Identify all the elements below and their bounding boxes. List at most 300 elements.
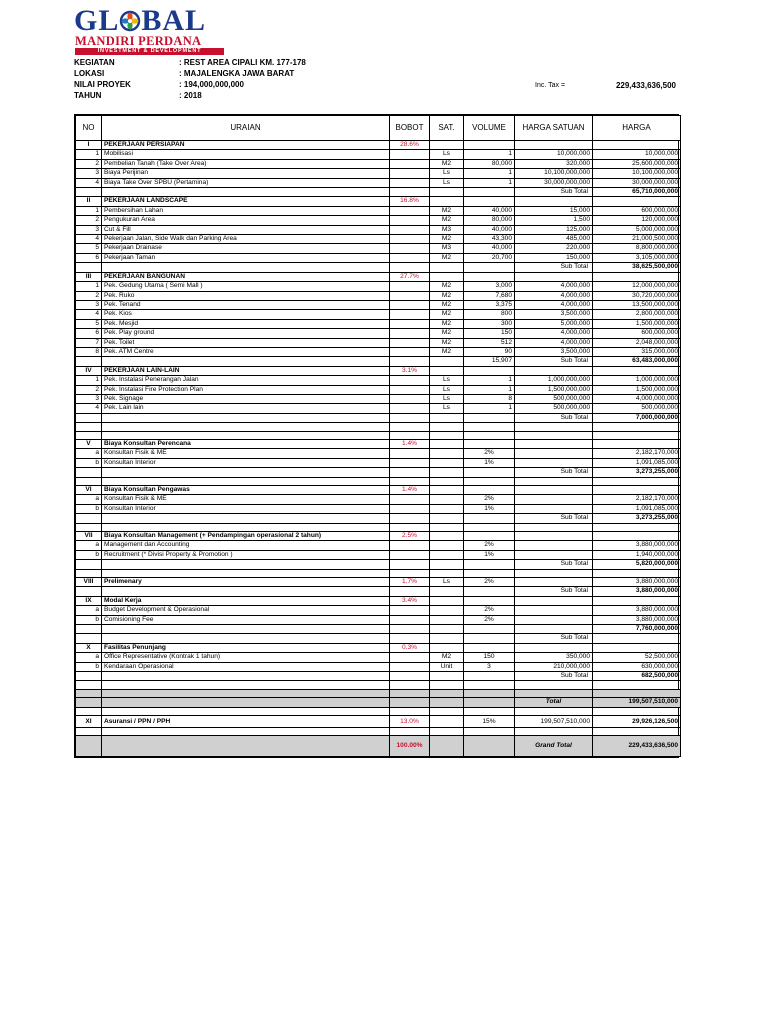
table-row [76, 244, 681, 253]
cell-uraian: Konsultan Fisik & ME [102, 495, 390, 504]
cell-bobot [390, 188, 430, 197]
table-row [76, 606, 681, 615]
subtotal-row [76, 468, 681, 477]
cell-sat: Unit [430, 662, 464, 671]
cell-no [76, 560, 102, 569]
cell-harga: 1,000,000,000 [593, 376, 681, 385]
cell-no: 1 [76, 282, 102, 291]
cell-sat [430, 541, 464, 550]
cell-bobot [390, 300, 430, 309]
cell-volume [464, 532, 515, 541]
cell-harga: 4,000,000,000 [593, 394, 681, 403]
cell-bobot [390, 541, 430, 550]
cell-harga: 2,800,000,000 [593, 310, 681, 319]
cell-sat: M2 [430, 206, 464, 215]
cell-volume [464, 197, 515, 206]
cell-uraian: Comisioning Fee [102, 615, 390, 624]
cell-bobot [390, 244, 430, 253]
cell-bobot: 1.7% [390, 578, 430, 587]
cell-bobot [390, 216, 430, 225]
cell-uraian [102, 707, 390, 715]
cell-no: b [76, 504, 102, 513]
cell-harga [593, 439, 681, 448]
cell-sat [430, 689, 464, 697]
cell-sat [430, 672, 464, 681]
cell-harga-satuan: Sub Total [515, 413, 593, 422]
cell-sat: M3 [430, 225, 464, 234]
cell-no [76, 431, 102, 439]
cell-harga: 3,273,255,000 [593, 468, 681, 477]
cell-volume: 40,000 [464, 206, 515, 215]
cell-sat [430, 366, 464, 375]
cell-harga-satuan: Grand Total [515, 736, 593, 757]
cell-bobot [390, 653, 430, 662]
cell-harga-satuan: 4,000,000 [515, 282, 593, 291]
cell-sat [430, 587, 464, 596]
table-row [76, 653, 681, 662]
cell-sat: Ls [430, 150, 464, 159]
company-logo [74, 6, 226, 54]
cell-volume [464, 672, 515, 681]
cell-harga: 120,000,000 [593, 216, 681, 225]
cell-harga: 3,273,255,000 [593, 514, 681, 523]
cell-bobot [390, 615, 430, 624]
logo-subtitle: MANDIRI PERDANA [75, 34, 202, 48]
cell-sat [430, 625, 464, 634]
cell-harga-satuan: 199,507,510,000 [515, 716, 593, 728]
cell-volume: 1 [464, 178, 515, 187]
cell-uraian [102, 672, 390, 681]
cell-volume: 3 [464, 662, 515, 671]
cell-sat [430, 413, 464, 422]
logo-text-left: GL [74, 4, 120, 37]
cell-harga-satuan [515, 728, 593, 736]
table-row [76, 376, 681, 385]
cell-no [76, 523, 102, 531]
cell-harga: 5,820,000,000 [593, 560, 681, 569]
header-volume: VOLUME [464, 116, 515, 141]
cell-uraian: Asuransi / PPN / PPH [102, 716, 390, 728]
cell-uraian: Pek. Ruko [102, 291, 390, 300]
cell-volume [464, 439, 515, 448]
cell-harga-satuan: 10,000,000 [515, 150, 593, 159]
cell-sat [430, 188, 464, 197]
cell-uraian [102, 698, 390, 707]
logo-text-right: BAL [141, 4, 207, 37]
cell-bobot [390, 662, 430, 671]
cell-no [76, 681, 102, 689]
cell-sat: M2 [430, 329, 464, 338]
cell-no: b [76, 662, 102, 671]
cell-no: I [76, 141, 102, 150]
cell-harga: 1,091,085,000 [593, 458, 681, 467]
cell-harga-satuan: Sub Total [515, 587, 593, 596]
cell-bobot [390, 347, 430, 356]
cell-volume [464, 485, 515, 494]
cell-sat [430, 569, 464, 577]
cell-no [76, 514, 102, 523]
cell-harga-satuan [515, 681, 593, 689]
info-label: LOKASI [74, 69, 105, 78]
cell-bobot [390, 169, 430, 178]
cell-harga-satuan: 350,000 [515, 653, 593, 662]
cell-no: 1 [76, 206, 102, 215]
cell-bobot [390, 504, 430, 513]
info-label: TAHUN [74, 91, 102, 100]
cell-uraian: Pek. Instalasi Fire Protection Plan [102, 385, 390, 394]
cell-sat [430, 728, 464, 736]
cell-bobot: 100.00% [390, 736, 430, 757]
cell-uraian [102, 477, 390, 485]
cell-volume: 40,000 [464, 225, 515, 234]
cell-sat: M2 [430, 319, 464, 328]
section-row [76, 716, 681, 728]
cell-sat: M3 [430, 244, 464, 253]
cell-harga-satuan: 3,500,000 [515, 347, 593, 356]
cell-uraian [102, 634, 390, 643]
cell-uraian: Pek. Signage [102, 394, 390, 403]
table-row [76, 662, 681, 671]
cell-harga-satuan: 485,000 [515, 235, 593, 244]
cell-harga-satuan: Total [515, 698, 593, 707]
cell-harga: 10,100,000,000 [593, 169, 681, 178]
cell-uraian: Cut & Fill [102, 225, 390, 234]
cell-no: a [76, 653, 102, 662]
cell-volume [464, 643, 515, 652]
cell-volume: 3,375 [464, 300, 515, 309]
section-row [76, 439, 681, 448]
cell-sat: M2 [430, 235, 464, 244]
cell-bobot [390, 310, 430, 319]
cell-volume: 1% [464, 504, 515, 513]
section-row [76, 578, 681, 587]
cell-uraian: Pembersihan Lahan [102, 206, 390, 215]
cell-uraian [102, 413, 390, 422]
cell-no [76, 423, 102, 431]
cell-harga [593, 689, 681, 697]
cell-uraian: Kendaraan Operasional [102, 662, 390, 671]
cell-sat [430, 698, 464, 707]
cell-harga-satuan [515, 449, 593, 458]
cell-harga-satuan: 500,000,000 [515, 394, 593, 403]
cell-uraian: Pek. Lain lain [102, 404, 390, 413]
cell-harga-satuan: 15,000 [515, 206, 593, 215]
subtotal-row [76, 413, 681, 422]
cell-harga-satuan: Sub Total [515, 357, 593, 366]
cell-harga-satuan: Sub Total [515, 514, 593, 523]
cell-uraian [102, 468, 390, 477]
cell-no: 2 [76, 291, 102, 300]
cell-sat [430, 485, 464, 494]
subtotal-row [76, 560, 681, 569]
cell-sat [430, 357, 464, 366]
cell-no: 2 [76, 159, 102, 168]
cell-bobot [390, 291, 430, 300]
cell-no: b [76, 615, 102, 624]
cell-harga: 229,433,636,500 [593, 736, 681, 757]
cell-volume: 15,907 [464, 357, 515, 366]
cell-harga [593, 423, 681, 431]
cell-uraian [102, 689, 390, 697]
cell-bobot: 2.5% [390, 532, 430, 541]
cell-volume: 800 [464, 310, 515, 319]
cell-no: VII [76, 532, 102, 541]
table-row [76, 300, 681, 309]
cell-harga: 3,880,000,000 [593, 587, 681, 596]
cell-harga-satuan [515, 596, 593, 605]
table-row [76, 394, 681, 403]
subtotal-row [76, 514, 681, 523]
cell-volume: 15% [464, 716, 515, 728]
info-label: NILAI PROYEK [74, 80, 131, 89]
cell-uraian: Biaya Konsultan Management (+ Pendampingan operasional 2 tahun) [102, 532, 390, 541]
cell-no: 4 [76, 178, 102, 187]
cell-harga: 500,000,000 [593, 404, 681, 413]
cell-sat [430, 263, 464, 272]
cell-no: VIII [76, 578, 102, 587]
cell-no [76, 728, 102, 736]
cell-uraian [102, 514, 390, 523]
cell-harga-satuan: 30,000,000,000 [515, 178, 593, 187]
cell-harga [593, 477, 681, 485]
cell-harga-satuan: 1,000,000,000 [515, 376, 593, 385]
cell-bobot [390, 672, 430, 681]
cell-sat [430, 272, 464, 281]
cell-no [76, 263, 102, 272]
subtotal-row [76, 634, 681, 643]
cell-harga: 29,926,126,500 [593, 716, 681, 728]
section-row [76, 141, 681, 150]
cell-bobot [390, 225, 430, 234]
cell-harga: 2,182,170,000 [593, 495, 681, 504]
cell-volume [464, 625, 515, 634]
cell-bobot: 13.0% [390, 716, 430, 728]
cell-volume: 150 [464, 329, 515, 338]
cell-uraian: Biaya Take Over SPBU (Pertamina) [102, 178, 390, 187]
cell-harga: 5,000,000,000 [593, 225, 681, 234]
cell-sat [430, 634, 464, 643]
cell-volume: 1 [464, 385, 515, 394]
cell-uraian [102, 681, 390, 689]
cell-volume: 1 [464, 376, 515, 385]
cell-bobot [390, 338, 430, 347]
cell-sat [430, 504, 464, 513]
cell-harga: 63,483,000,000 [593, 357, 681, 366]
cell-uraian [102, 357, 390, 366]
cell-no [76, 357, 102, 366]
cell-harga-satuan: 1,500,000,000 [515, 385, 593, 394]
cell-harga-satuan [515, 643, 593, 652]
cell-uraian: Budget Development & Operasional [102, 606, 390, 615]
cell-sat [430, 681, 464, 689]
cell-no: 5 [76, 319, 102, 328]
section-row [76, 485, 681, 494]
cell-uraian [102, 569, 390, 577]
cell-harga-satuan [515, 272, 593, 281]
cell-harga-satuan: Sub Total [515, 263, 593, 272]
cell-uraian [102, 423, 390, 431]
cell-no: XI [76, 716, 102, 728]
cell-bobot [390, 282, 430, 291]
cell-uraian: Biaya Konsultan Perencana [102, 439, 390, 448]
cell-sat: M2 [430, 300, 464, 309]
logo-wordmark [74, 6, 206, 36]
cell-bobot [390, 178, 430, 187]
table-row [76, 338, 681, 347]
cell-harga-satuan [515, 625, 593, 634]
cell-harga: 2,048,000,000 [593, 338, 681, 347]
table-row [76, 216, 681, 225]
cell-uraian: PEKERJAAN LAIN-LAIN [102, 366, 390, 375]
logo-tagline: INVESTMENT & DEVELOPMENT [75, 48, 224, 55]
cell-no: 7 [76, 338, 102, 347]
cell-uraian [102, 587, 390, 596]
cell-harga-satuan: Sub Total [515, 188, 593, 197]
table-row [76, 550, 681, 559]
table-row [76, 615, 681, 624]
cell-no [76, 736, 102, 757]
cell-uraian [102, 625, 390, 634]
cell-volume [464, 736, 515, 757]
table-row [76, 495, 681, 504]
cell-bobot: 28.6% [390, 141, 430, 150]
cell-sat: Ls [430, 376, 464, 385]
cell-sat [430, 707, 464, 715]
cell-volume: 8 [464, 394, 515, 403]
cell-volume [464, 560, 515, 569]
table-row [76, 225, 681, 234]
cell-sat [430, 449, 464, 458]
cell-volume: 2% [464, 541, 515, 550]
cell-no: 4 [76, 404, 102, 413]
cell-uraian: Pekerjaan Jalan, Side Walk dan Parking Area [102, 235, 390, 244]
table-row [76, 235, 681, 244]
cell-volume [464, 707, 515, 715]
cell-no: a [76, 541, 102, 550]
cell-harga: 7,760,000,000 [593, 625, 681, 634]
cell-volume: 2% [464, 606, 515, 615]
grand-total-row [76, 736, 681, 757]
cell-harga-satuan [515, 366, 593, 375]
cell-uraian: Prelimenary [102, 578, 390, 587]
table-row [76, 449, 681, 458]
cell-volume [464, 523, 515, 531]
table-header-row [76, 116, 681, 141]
cell-uraian: Konsultan Fisik & ME [102, 449, 390, 458]
cell-volume: 3,000 [464, 282, 515, 291]
cell-bobot [390, 634, 430, 643]
cell-sat: M2 [430, 282, 464, 291]
cell-bobot: 27.7% [390, 272, 430, 281]
cell-no: 5 [76, 244, 102, 253]
table-row [76, 291, 681, 300]
cell-bobot [390, 468, 430, 477]
cell-bobot [390, 253, 430, 262]
table-row [76, 206, 681, 215]
cell-harga-satuan: 220,000 [515, 244, 593, 253]
cell-harga-satuan [515, 615, 593, 624]
cell-harga-satuan: 320,000 [515, 159, 593, 168]
cell-uraian: Office Representative (Kontrak 1 tahun) [102, 653, 390, 662]
cell-no [76, 569, 102, 577]
cell-no [76, 477, 102, 485]
table-row [76, 347, 681, 356]
info-value: : 2018 [179, 91, 202, 100]
cell-sat [430, 532, 464, 541]
cell-no: 3 [76, 300, 102, 309]
cell-volume [464, 431, 515, 439]
cell-sat: Ls [430, 178, 464, 187]
cell-harga-satuan: 4,000,000 [515, 291, 593, 300]
cell-harga-satuan [515, 541, 593, 550]
cell-no: b [76, 550, 102, 559]
cell-harga-satuan: 4,000,000 [515, 300, 593, 309]
cell-uraian: Biaya Perijinan [102, 169, 390, 178]
section-row [76, 532, 681, 541]
cell-harga [593, 523, 681, 531]
table-row [76, 150, 681, 159]
cell-harga: 3,880,000,000 [593, 541, 681, 550]
cell-sat: M2 [430, 253, 464, 262]
cell-sat [430, 431, 464, 439]
cell-uraian: Fasilitas Penunjang [102, 643, 390, 652]
cell-harga-satuan: 10,100,000,000 [515, 169, 593, 178]
cell-volume [464, 596, 515, 605]
cell-no: 3 [76, 225, 102, 234]
cell-no [76, 188, 102, 197]
cell-no [76, 625, 102, 634]
cell-bobot: 0.3% [390, 643, 430, 652]
cell-harga: 10,000,000 [593, 150, 681, 159]
cell-no [76, 689, 102, 697]
cell-no [76, 468, 102, 477]
cell-harga-satuan: 4,000,000 [515, 329, 593, 338]
cell-harga [593, 643, 681, 652]
cell-volume: 1% [464, 550, 515, 559]
cell-bobot [390, 681, 430, 689]
cell-harga-satuan: Sub Total [515, 560, 593, 569]
subtotal-row [76, 357, 681, 366]
table-row [76, 253, 681, 262]
cell-harga [593, 197, 681, 206]
section-row [76, 197, 681, 206]
table-body [76, 141, 681, 757]
cell-sat [430, 643, 464, 652]
table-row [76, 310, 681, 319]
cell-harga: 1,500,000,000 [593, 385, 681, 394]
cell-no: 4 [76, 310, 102, 319]
header-no: NO [76, 116, 102, 141]
cell-sat [430, 141, 464, 150]
cell-harga: 2,182,170,000 [593, 449, 681, 458]
cell-volume: 80,000 [464, 159, 515, 168]
cell-volume: 20,700 [464, 253, 515, 262]
cell-harga: 630,000,000 [593, 662, 681, 671]
subtotal-row [76, 587, 681, 596]
cell-bobot [390, 560, 430, 569]
cell-no: a [76, 606, 102, 615]
cell-no: III [76, 272, 102, 281]
blank-row [76, 523, 681, 531]
cell-harga: 600,000,000 [593, 329, 681, 338]
inc-tax-label: Inc. Tax = [535, 82, 566, 89]
cell-harga: 1,091,085,000 [593, 504, 681, 513]
cell-volume: 2% [464, 615, 515, 624]
cell-bobot [390, 423, 430, 431]
subtotal-row [76, 188, 681, 197]
cell-volume [464, 681, 515, 689]
cell-harga [593, 728, 681, 736]
